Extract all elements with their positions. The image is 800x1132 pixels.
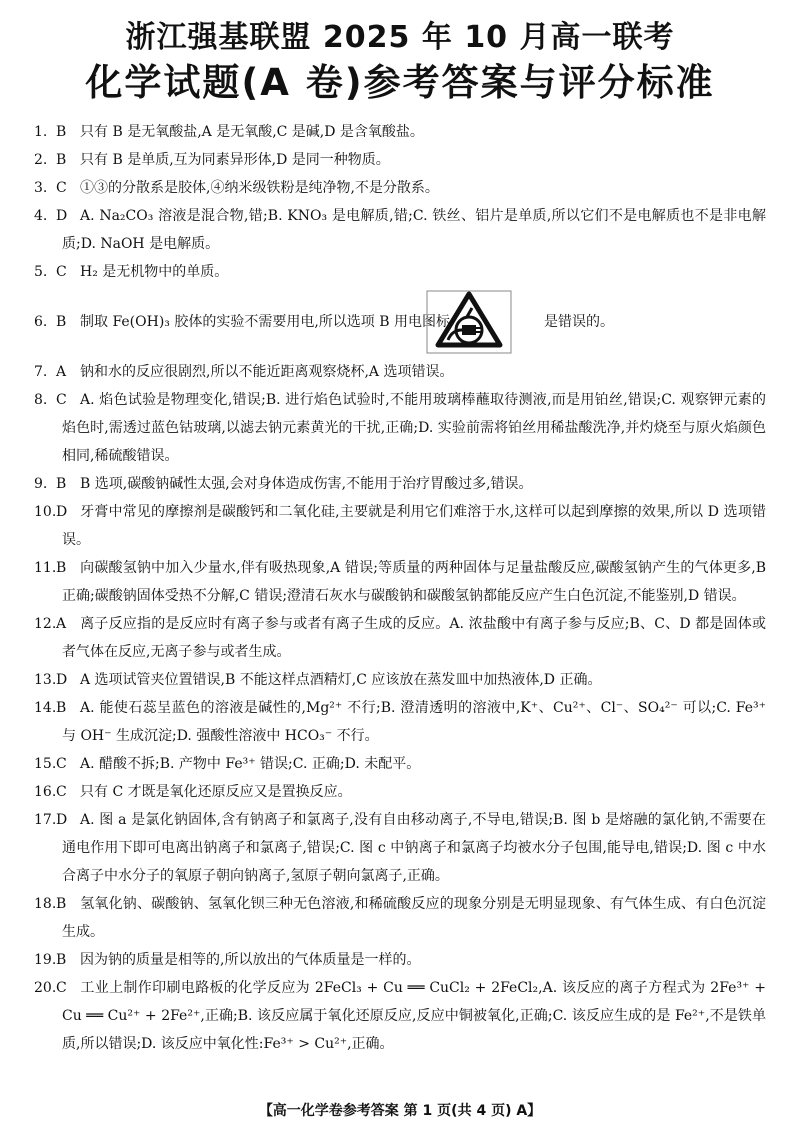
answer-item-20 — [34, 974, 766, 1058]
item-number: 18. — [34, 896, 57, 912]
item-number: 14. — [34, 700, 57, 716]
item-explanation: A 选项试管夹位置错误,B 不能这样点酒精灯,C 应该放在蒸发皿中加热液体,D 正确。 — [80, 672, 602, 688]
item-explanation: 牙膏中常见的摩擦剂是碳酸钙和二氧化硅,主要就是利用它们难溶于水,这样可以起到摩擦的效果,所以 D 选项错误。 — [62, 504, 766, 548]
item-number: 3. — [34, 180, 48, 196]
answer-item-7 — [34, 358, 766, 386]
item-answer: D — [56, 812, 68, 828]
item-explanation: 氢氧化钠、碳酸钠、氢氧化钡三种无色溶液,和稀硫酸反应的现象分别是无明显现象、有气体生成、有白色沉淀生成。 — [62, 896, 766, 940]
item-answer: C — [56, 392, 67, 408]
item-number: 6. — [34, 314, 48, 330]
item-answer: C — [56, 980, 67, 996]
item-explanation: 因为钠的质量是相等的,所以放出的气体质量是一样的。 — [80, 952, 421, 968]
item-answer: B — [56, 896, 67, 912]
answer-item-18 — [34, 890, 766, 946]
answer-item-15 — [34, 750, 766, 778]
item-answer: B — [56, 314, 67, 330]
item-number: 13. — [34, 672, 57, 688]
item-number: 5. — [34, 264, 48, 280]
item-explanation: 向碳酸氢钠中加入少量水,伴有吸热现象,A 错误;等质量的两种固体与足量盐酸反应,碳酸氢钠产生的气体更多,B 正确;碳酸钠固体受热不分解,C 错误;澄清石灰水与碳酸钠和碳酸氢钠都能反应产生白色沉淀,不能鉴别,D 错误。 — [62, 560, 766, 604]
item-answer: C — [56, 264, 67, 280]
item-answer: C — [56, 756, 67, 772]
answer-item-9 — [34, 470, 766, 498]
answer-item-1 — [34, 118, 766, 146]
item-explanation: A. 焰色试验是物理变化,错误;B. 进行焰色试验时,不能用玻璃棒蘸取待测液,而是用铂丝,错误;C. 观察钾元素的焰色时,需透过蓝色钴玻璃,以滤去钠元素黄光的干扰,正确;D. 实验前需将铂丝用稀盐酸洗净,并灼烧至与原火焰颜色相同,稀硫酸错误。 — [62, 392, 766, 464]
item-number: 8. — [34, 392, 48, 408]
item-explanation: A. 图 a 是氯化钠固体,含有钠离子和氯离子,没有自由移动离子,不导电,错误;B. 图 b 是熔融的氯化钠,不需要在通电作用下即可电离出钠离子和氯离子,错误;C. 图 c 中钠离子和氯离子均被水分子包围,能导电,错误;D. 图 c 中水合离子中水分子的氧原子朝向钠离子,氢原子朝向氯离子,正确。 — [62, 812, 766, 884]
item-number: 11. — [34, 560, 57, 576]
answer-item-5 — [34, 258, 766, 286]
answer-item-19 — [34, 946, 766, 974]
item-answer: C — [56, 784, 67, 800]
answer-item-8 — [34, 386, 766, 470]
item-number: 15. — [34, 756, 57, 772]
answer-list — [34, 118, 766, 1058]
item-answer: B — [56, 700, 67, 716]
item-number: 19. — [34, 952, 57, 968]
item-explanation-tail: 是错误的。 — [544, 314, 614, 330]
item-number: 7. — [34, 364, 48, 380]
item-number: 17. — [34, 812, 57, 828]
item-explanation: 制取 Fe(OH)₃ 胶体的实验不需要用电,所以选项 B 用电图标 — [80, 314, 450, 330]
answer-item-3 — [34, 174, 766, 202]
item-number: 20. — [34, 980, 57, 996]
item-answer: A — [56, 364, 67, 380]
item-answer: B — [56, 152, 67, 168]
item-explanation: 只有 B 是无氧酸盐,A 是无氧酸,C 是碱,D 是含氧酸盐。 — [80, 124, 424, 140]
item-explanation: 离子反应指的是反应时有离子参与或者有离子生成的反应。A. 浓盐酸中有离子参与反应;B、C、D 都是固体或者气体在反应,无离子参与或者生成。 — [62, 616, 766, 660]
item-answer: C — [56, 180, 67, 196]
item-answer: B — [56, 560, 67, 576]
item-number: 16. — [34, 784, 57, 800]
answer-item-4 — [34, 202, 766, 258]
item-answer: D — [56, 208, 68, 224]
answer-item-14 — [34, 694, 766, 750]
answer-item-13 — [34, 666, 766, 694]
item-answer: B — [56, 124, 67, 140]
item-answer: D — [56, 672, 68, 688]
answer-item-12 — [34, 610, 766, 666]
item-explanation: 钠和水的反应很剧烈,所以不能近距离观察烧杯,A 选项错误。 — [80, 364, 454, 380]
answer-item-10 — [34, 498, 766, 554]
item-explanation: A. Na₂CO₃ 溶液是混合物,错;B. KNO₃ 是电解质,错;C. 铁丝、铝片是单质,所以它们不是电解质也不是非电解质;D. NaOH 是电解质。 — [62, 208, 766, 252]
answer-item-6 — [34, 286, 766, 358]
item-explanation: 只有 C 才既是氧化还原反应又是置换反应。 — [80, 784, 352, 800]
item-answer: B — [56, 476, 67, 492]
electricity-icon — [454, 290, 540, 354]
item-answer: B — [56, 952, 67, 968]
answer-item-11 — [34, 554, 766, 610]
item-answer: D — [56, 504, 68, 520]
item-explanation: A. 能使石蕊呈蓝色的溶液是碱性的,Mg²⁺ 不行;B. 澄清透明的溶液中,K⁺、Cu²⁺、Cl⁻、SO₄²⁻ 可以;C. Fe³⁺ 与 OH⁻ 生成沉淀;D. 强酸性溶液中 HCO₃⁻ 不行。 — [62, 700, 766, 744]
item-explanation: B 选项,碳酸钠碱性太强,会对身体造成伤害,不能用于治疗胃酸过多,错误。 — [80, 476, 533, 492]
item-explanation: 只有 B 是单质,互为同素异形体,D 是同一种物质。 — [80, 152, 390, 168]
item-number: 12. — [34, 616, 57, 632]
item-answer: A — [56, 616, 67, 632]
item-explanation: H₂ 是无机物中的单质。 — [80, 264, 229, 280]
answer-item-17 — [34, 806, 766, 890]
item-number: 9. — [34, 476, 48, 492]
item-number: 1. — [34, 124, 48, 140]
item-number: 4. — [34, 208, 48, 224]
exam-title: 浙江强基联盟 2025 年 10 月高一联考 — [125, 20, 675, 55]
answer-item-16 — [34, 778, 766, 806]
item-explanation: 工业上制作印刷电路板的化学反应为 2FeCl₃ + Cu ══ CuCl₂ + 2FeCl₂,A. 该反应的离子方程式为 2Fe³⁺ + Cu ══ Cu²⁺ + 2Fe²⁺,正确;B. 该反应属于氧化还原反应,反应中铜被氧化,正确;C. 该反应生成的是 Fe²⁺,不是铁单质,所以错误;D. 该反应中氧化性:Fe³⁺ > Cu²⁺,正确。 — [62, 980, 766, 1052]
item-number: 10. — [34, 504, 57, 520]
answer-item-2 — [34, 146, 766, 174]
page-footer: 【高一化学卷参考答案 第 1 页(共 4 页) A】 — [258, 1103, 542, 1119]
item-explanation: A. 醋酸不拆;B. 产物中 Fe³⁺ 错误;C. 正确;D. 未配平。 — [80, 756, 421, 772]
item-number: 2. — [34, 152, 48, 168]
item-explanation: ①③的分散系是胶体,④纳米级铁粉是纯净物,不是分散系。 — [80, 180, 439, 196]
document-subtitle: 化学试题(A 卷)参考答案与评分标准 — [85, 61, 715, 104]
